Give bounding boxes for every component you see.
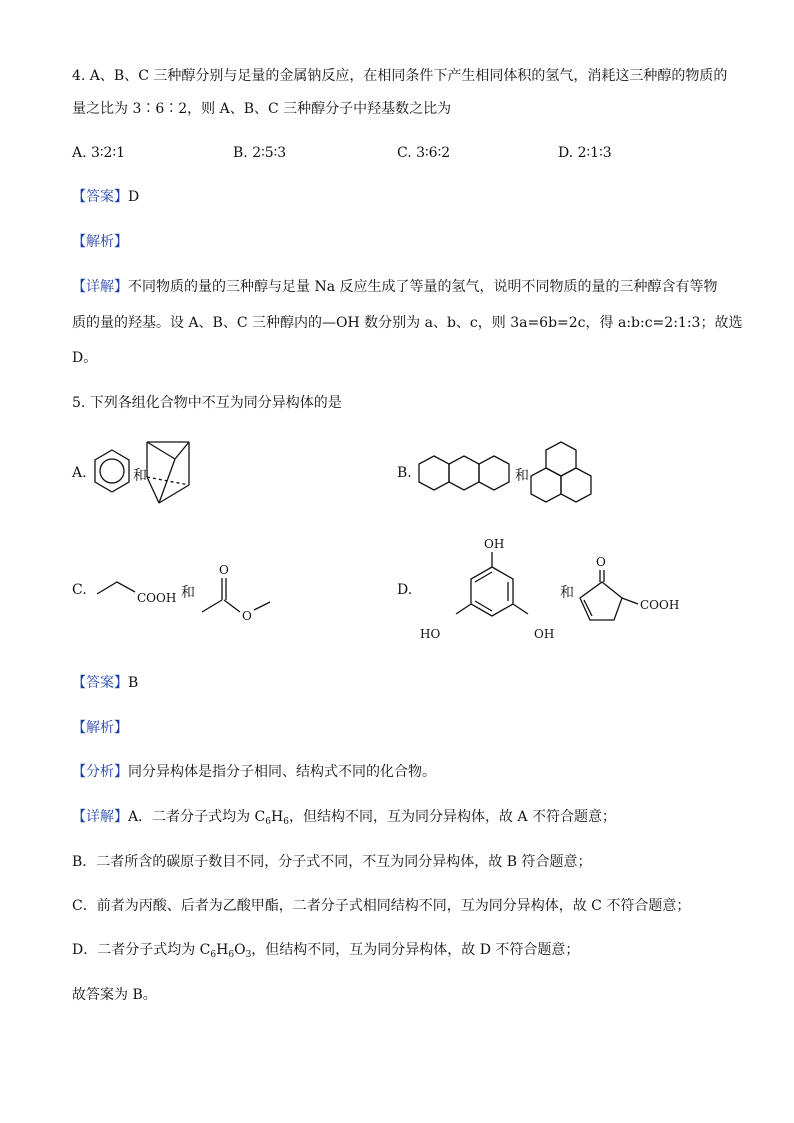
oh-top-label: OH	[484, 537, 505, 551]
answer-value: B	[128, 675, 139, 691]
q4-analysis-tag: 【解析】	[72, 234, 128, 250]
benzene-structure	[92, 448, 132, 496]
answer-value: D	[128, 189, 140, 205]
answer-tag: 【答案】	[72, 675, 128, 691]
prismane-structure	[145, 437, 195, 507]
detail-tag: 【详解】	[72, 279, 128, 295]
q4-stem-line2: 量之比为 3∶6∶2，则 A、B、C 三种醇分子中羟基数之比为	[72, 101, 452, 117]
q4-detail-line1: 【详解】不同物质的量的三种醇与足量 Na 反应生成了等量的氢气，说明不同物质的量的三种醇含有等物	[72, 279, 718, 295]
q5-detail-d: D．二者分子式均为 $C_6H_6O_3$，但结构不同，互为同分异构体，故 D 不符合题意；	[72, 942, 580, 960]
ho-left-label: HO	[420, 627, 441, 641]
q5-c-and: 和	[181, 585, 195, 601]
q5-stem: 5. 下列各组化合物中不互为同分异构体的是	[72, 395, 342, 411]
detail-tag: 【详解】	[72, 809, 128, 825]
phenalene-like-structure	[530, 440, 600, 505]
q4-option-b: B. 2∶5∶3	[233, 145, 287, 161]
q5-detail-c: C．前者为丙酸、后者为乙酸甲酯，二者分子式相同结构不同，互为同分异构体，故 C 不符合题意；	[72, 898, 691, 914]
carbonyl-o-label: O	[219, 563, 229, 577]
propanoic-acid-structure	[95, 572, 185, 612]
q4-option-a: A. 3∶2∶1	[72, 145, 126, 161]
anthracene-like-structure	[418, 455, 518, 495]
q4-option-d: D. 2∶1∶3	[558, 145, 612, 161]
q4-detail-line3: D。	[72, 350, 98, 366]
analysis2-tag: 【分析】	[72, 764, 128, 780]
oh-right-label: OH	[534, 627, 555, 641]
q4-answer	[72, 187, 139, 207]
methyl-acetate-structure	[198, 560, 278, 622]
q5-option-d-label: D.	[397, 582, 413, 598]
q5-a-and: 和	[133, 468, 147, 484]
q5-analysis-tag: 【解析】	[72, 720, 128, 736]
q5-d-and: 和	[560, 585, 574, 601]
q4-stem-line1: 4. A、B、C 三种醇分别与足量的金属钠反应，在相同条件下产生相同体积的氢气，消耗这三种醇的物质的	[72, 68, 728, 84]
ester-o-label: O	[242, 609, 252, 623]
q5-analysis2: 【分析】同分异构体是指分子相同、结构式不同的化合物。	[72, 764, 436, 780]
ketone-o-label: O	[596, 555, 606, 569]
q5-answer	[72, 673, 138, 693]
answer-tag: 【答案】	[72, 189, 128, 205]
q5-option-a-label: A.	[72, 465, 87, 481]
q4-detail-line2: 质的量的羟基。设 A、B、C 三种醇内的—OH 数分别为 a、b、c，则 3a=6b=2c，得 a:b:c=2:1:3；故选	[72, 315, 743, 331]
cooh-label: COOH	[137, 591, 177, 605]
q5-b-and: 和	[515, 468, 529, 484]
q5-conclusion: 故答案为 B。	[72, 987, 157, 1003]
phloroglucinol-structure	[418, 534, 558, 644]
q5-detail-b: B．二者所含的碳原子数目不同，分子式不同，不互为同分异构体，故 B 符合题意；	[72, 854, 592, 870]
q4-option-c: C. 3∶6∶2	[397, 145, 451, 161]
q5-option-c-label: C.	[72, 582, 87, 598]
cyclopentenone-acid-structure	[572, 552, 687, 632]
q5-detail-a: 【详解】A．二者分子式均为 $C_6H_6$，但结构不同，互为同分异构体，故 A 不符合题意；	[72, 809, 616, 827]
cooh-d-label: COOH	[640, 598, 680, 612]
q5-option-b-label: B.	[397, 465, 412, 481]
